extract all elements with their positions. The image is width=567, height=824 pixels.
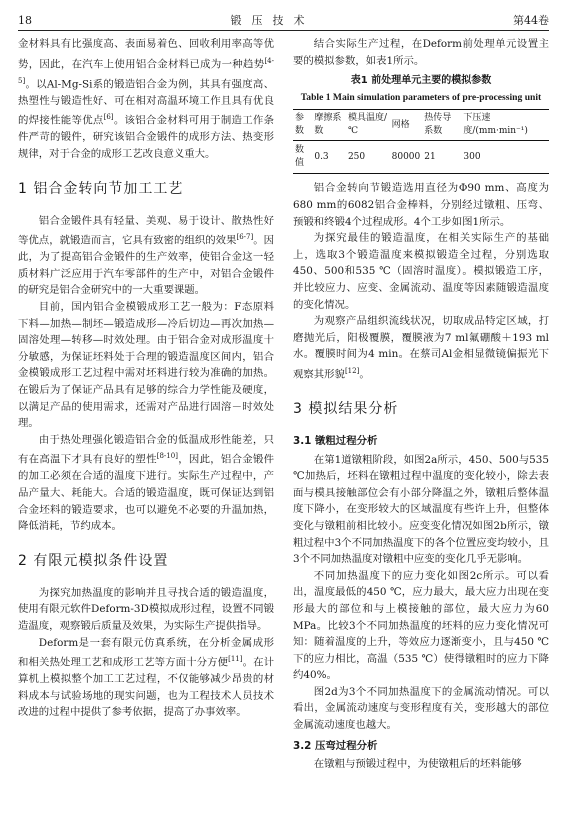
table-cell: 300 <box>461 141 549 174</box>
table-header-row <box>293 110 549 141</box>
paragraph: 为探究加热温度的影响并且寻找合适的锻造温度，使用有限元软件Deform-3D模拟成形过程，设置不同锻造温度，观察锻后质量及效果，为实际生产提供指导。 <box>18 586 274 632</box>
paragraph: 不同加热温度下的应力变化如图2c所示。可以看出，温度最低的450 ℃，应力最大，最大应力出现在变形最大的部位和与上模接触的部位，最大应力为60 MPa。比较3个不同加热温度的坯料的应力变化情况可知：随着温度的上升，等效应力逐渐变小，且与450 ℃下的应力相比，高温（535 ℃）使得镦粗时的应力下降约40%。 <box>293 569 549 682</box>
table-header-cell: 热传导系数 <box>422 110 461 141</box>
paragraph: 结合实际生产过程，在Deform前处理单元设置主要的模拟参数，如表1所示。 <box>293 38 549 67</box>
subsection-heading-3-2: 3.2 压弯过程分析 <box>293 739 378 752</box>
paragraph: 目前，国内铝合金模锻成形工艺一般为：F态原料下料—加热—制坯—锻造成形—冷后切边—再次加热—固溶处理—转移—时效处理。由于铝合金对成形温度十分敏感，为保证坯料处于合理的锻造温度区间内，铝合金模锻成形工艺过程中需对坯料进行较为准确的加热。在锻后为了保证产品具有足够的综合力学性能及硬度，以满足产品的使用需求，还需对产品进行固溶－时效处理。 <box>18 301 274 430</box>
paragraph: Deform是一套有限元仿真系统，在分析金属成形和相关热处理工艺和成形工艺等方面十分方便[11]。在计算机上模拟整个加工工艺过程，不仅能够减少昂贵的材料成本与试验场地的现实问题，也为工程技术人员技术改进的过程中提供了参考依据，提高了办事效率。 <box>18 636 275 719</box>
paragraph: 金材料具有比强度高、表面易着色、回收利用率高等优势，因此，在汽车上使用铝合金材料已成为一种趋势[4-5]。以Al-Mg-Si系的锻造铝合金为例，其具有强度高、热塑性与锻造性好、可在相对高温环境工作且具有优良的焊接性能等优点[6]。该铝合金材料可用于制造工作条件严苛的锻件，研究该铝合金锻件的成形方法、热变形规律，对于合金的成形工艺改良意义重大。 <box>18 38 274 160</box>
paragraph: 图2d为3个不同加热温度下的金属流动情况。可以看出，金属流动速度与变形程度有关，变形越大的部位金属流动速度也越大。 <box>293 685 549 732</box>
volume-label: 第44卷 <box>513 14 549 27</box>
table-caption-cn: 表1 前处理单元主要的模拟参数 <box>350 75 492 87</box>
table-row <box>293 141 549 174</box>
table-header-cell: 下压速度/(mm·min⁻¹) <box>461 110 549 141</box>
journal-name: 锻压技术 <box>230 14 315 27</box>
paragraph: 由于热处理强化锻造铝合金的低温成形性能差，只有在高温下才具有良好的塑性[8-10]，因此，铝合金锻件的加工必须在合适的温度下进行。实际生产过程中，产品产量大、耗能大。合适的锻造温度，既可保证达到铝合金坯料的锻造要求，也可以避免不必要的升温加热，降低消耗，节约成本。 <box>18 433 275 533</box>
section-heading-2: 2 有限元模拟条件设置 <box>18 552 169 569</box>
left-column <box>18 36 274 721</box>
paragraph: 铝合金转向节锻造选用直径为Φ90 mm、高度为680 mm的6082铝合金棒料，分别经过镦粗、压弯、预锻和终锻4个过程成形。4个工步如图1所示。 <box>293 182 549 228</box>
table-caption-en: Table 1 Main simulation parameters of pre-processing unit <box>300 91 542 103</box>
table-header-cell: 模具温度/℃ <box>346 110 390 141</box>
table-cell: 250 <box>346 141 390 174</box>
right-column <box>293 36 549 773</box>
section-heading-3: 3 模拟结果分析 <box>293 400 399 417</box>
running-header <box>18 10 549 31</box>
simulation-parameter-table <box>293 109 549 174</box>
paragraph: 铝合金锻件具有轻量、美观、易于设计、散热性好等优点，就锻造而言，它具有致密的组织的效果[6-7]。因此，为了提高铝合金锻件的生产效率，使铝合金这一轻质材料广泛应用于汽车零部件的生产中，对铝合金锻件的研究是铝合金研究中的一大重要课题。 <box>18 214 275 297</box>
table-header-cell: 摩擦系数 <box>312 110 346 141</box>
subsection-heading-3-1: 3.1 镦粗过程分析 <box>293 434 378 447</box>
paragraph: 为探究最佳的锻造温度，在相关实际生产的基础上，选取3个锻造温度来模拟锻造全过程，分别选取450、500和535 ℃（固溶时温度）。模拟锻造工序，并比较应力、应变、金属流动、温度等因素随锻造温度的变化情况。 <box>293 232 549 311</box>
paragraph: 为观察产品组织流线状况，切取成品特定区域，打磨抛光后，阳极覆膜，覆膜液为7 ml氟硼酸＋193 ml水。覆膜时间为4 min。在蔡司Al金相显微镜偏振光下观察其形貌[12]。 <box>293 315 549 381</box>
paragraph: 在镦粗与预锻过程中，为使镦粗后的坯料能够 <box>313 758 522 771</box>
section-heading-1: 1 铝合金转向节加工工艺 <box>18 180 184 197</box>
page-number: 18 <box>18 13 32 27</box>
table-cell: 数值 <box>293 141 312 174</box>
table-cell: 21 <box>422 141 461 174</box>
table-header-cell: 网格 <box>390 110 423 141</box>
table-header-cell: 参数 <box>293 110 312 141</box>
table-cell: 80000 <box>390 141 423 174</box>
table-cell: 0.3 <box>312 141 346 174</box>
paragraph: 在第1道镦粗阶段，如图2a所示，450、500与535 ℃加热后，坯料在镦粗过程中温度的变化较小，除去表面与模具接触部位会有小部分降温之外，镦粗后整体温度下降小，在变形较大的区域温度有些许上升，但整体变化与镦粗前相比较小。应变变化情况如图2b所示，镦粗过程中3个不同加热温度下的各个位置应变均较小，且3个不同加热温度对镦粗中应变的变化几乎无影响。 <box>293 453 549 566</box>
